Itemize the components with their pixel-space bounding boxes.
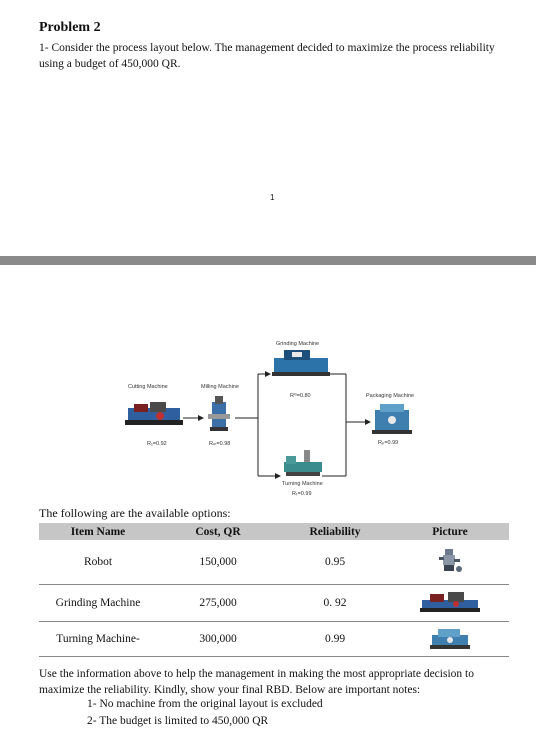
row-reliability: 0.95 [324,556,346,568]
grinding-machine-reliability: Rᴳ=0.80 [290,393,311,399]
problem-intro: 1- Consider the process layout below. The management decided to maximize the process reliability using a budget of 450,000 QR. [39,42,495,70]
milling-machine-reliability: Rₘ=0.98 [209,441,231,447]
milling-machine-label: Milling Machine [201,384,239,390]
page-separator [0,256,536,265]
row-item-name: Turning Machine- [39,622,157,657]
table-row [39,540,509,585]
options-table [39,523,509,657]
turning-machine-label: Turning Machine [282,481,323,487]
grinding-machine-icon [272,350,330,376]
row-reliability: 0. 92 [279,585,391,622]
table-row [39,585,509,622]
row-picture [391,622,509,657]
header-cost: Cost, QR [157,523,279,540]
header-reliability: Reliability [279,523,391,540]
turning-machine-icon [428,625,472,651]
instructions-text: Use the information above to help the management in making the most appropriate decision to maximize the reliability. Kindly, show your final RBD. Below are important notes: [39,668,474,696]
cutting-machine-icon [125,402,183,425]
row-item-name: Grinding Machine [39,585,157,622]
header-picture: Picture [391,523,509,540]
robot-icon [437,547,463,575]
grinding-machine-icon [420,590,480,614]
row-cost: 150,000 [199,556,237,568]
milling-machine-icon [208,396,230,431]
row-item-name: Robot [83,556,113,568]
row-picture [391,585,509,622]
row-picture [391,540,509,585]
problem-title: Problem 2 [39,20,101,35]
cutting-machine-label: Cutting Machine [128,384,168,390]
header-item-name: Item Name [39,523,157,540]
packaging-machine-icon [372,404,412,434]
grinding-machine-label: Grinding Machine [276,341,320,347]
packaging-machine-reliability: Rₚ=0.99 [378,440,399,446]
row-reliability: 0.99 [279,622,391,657]
table-row [39,622,509,657]
process-layout-diagram [0,330,536,505]
options-intro: The following are the available options: [39,506,231,520]
turning-machine-reliability: Rₜ=0.99 [292,491,312,497]
note-item: 2- The budget is limited to 450,000 QR [87,715,269,727]
turning-machine-icon [284,450,322,476]
table-header-row [39,523,509,540]
page-number: 1 [270,193,275,202]
row-cost: 275,000 [157,585,279,622]
row-cost: 300,000 [157,622,279,657]
note-item: 1- No machine from the original layout is excluded [87,698,323,710]
packaging-machine-label: Packaging Machine [366,393,415,399]
cutting-machine-reliability: R₁=0.92 [147,441,167,447]
